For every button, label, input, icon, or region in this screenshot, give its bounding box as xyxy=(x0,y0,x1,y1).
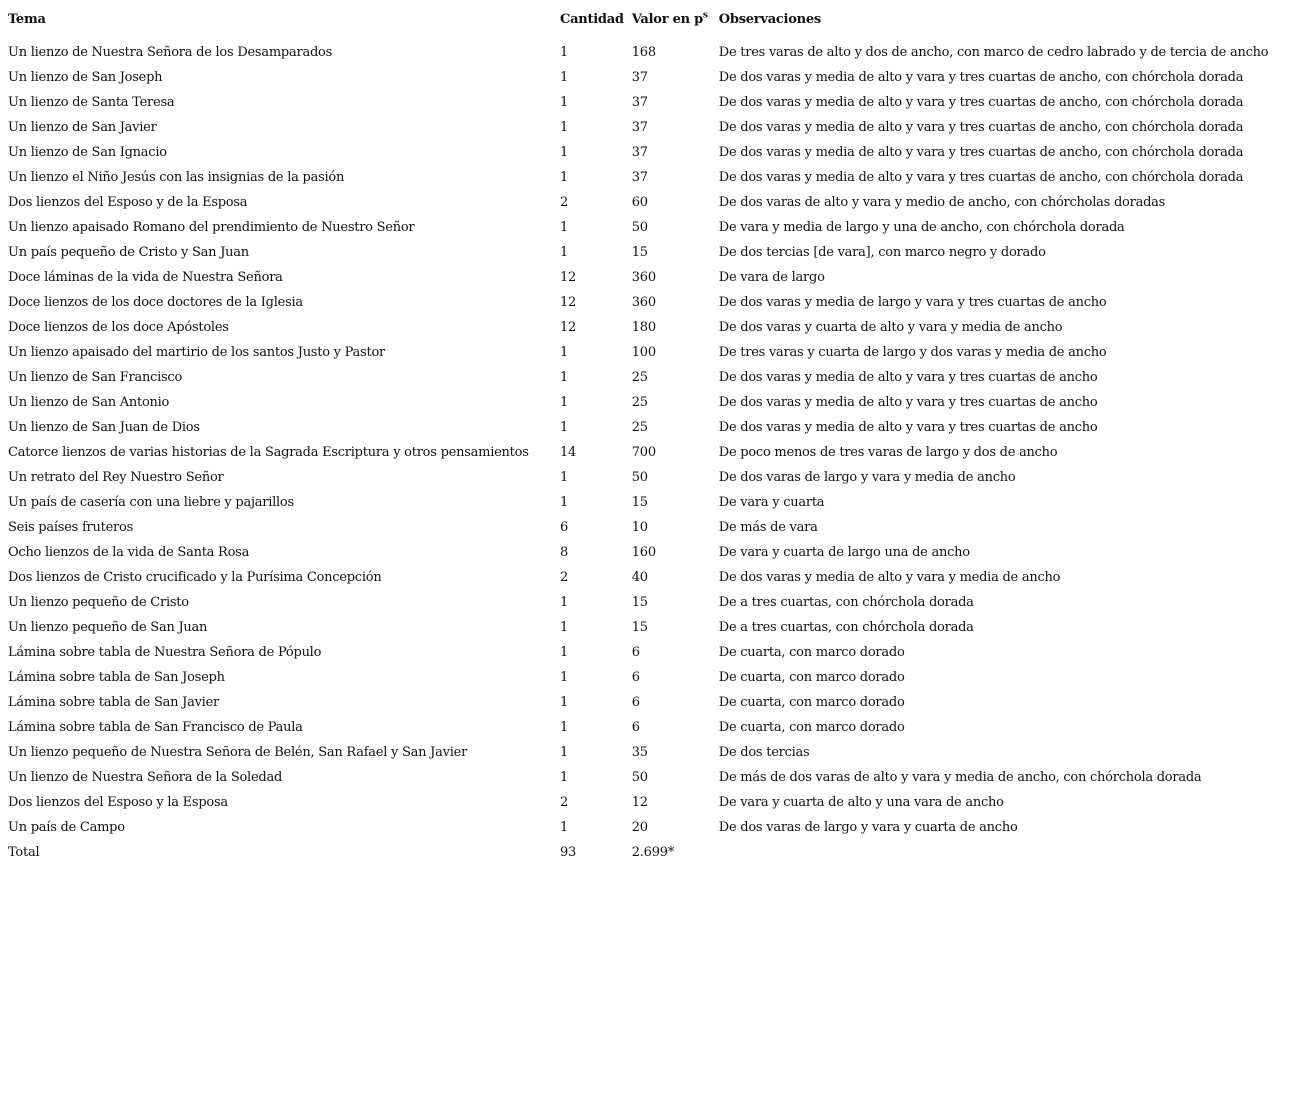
table-row xyxy=(4,715,1295,740)
cell-cantidad: 1 xyxy=(560,595,569,610)
cell-observaciones: De dos varas y media de alto y vara y tres cuartas de ancho xyxy=(718,395,1098,410)
cell-cantidad: 12 xyxy=(560,270,577,285)
table-row xyxy=(4,515,1295,540)
cell-tema: Un lienzo de San Francisco xyxy=(8,370,183,385)
cell-observaciones: De dos varas y media de alto y vara y tres cuartas de ancho, con chórchola dorada xyxy=(718,70,1244,85)
cell-observaciones: De más de vara xyxy=(718,520,818,535)
cell-cantidad: 14 xyxy=(560,445,577,460)
cell-observaciones: De cuarta, con marco dorado xyxy=(718,695,905,710)
cell-valor: 50 xyxy=(631,470,648,485)
cell-observaciones: De vara y cuarta xyxy=(718,495,825,510)
cell-observaciones: De cuarta, con marco dorado xyxy=(718,645,905,660)
cell-valor: 37 xyxy=(631,70,648,85)
cell-cantidad: 2 xyxy=(560,195,569,210)
cell-valor: 700 xyxy=(631,445,656,460)
cell-valor: 6 xyxy=(631,720,640,735)
cell-cantidad: 1 xyxy=(560,620,569,635)
cell-cantidad: 12 xyxy=(560,295,577,310)
cell-valor: 360 xyxy=(631,270,656,285)
cell-observaciones: De cuarta, con marco dorado xyxy=(718,720,905,735)
cell-tema: Lámina sobre tabla de San Javier xyxy=(8,695,220,710)
cell-observaciones: De poco menos de tres varas de largo y dos de ancho xyxy=(718,445,1058,460)
table-row xyxy=(4,815,1295,840)
cell-observaciones: De más de dos varas de alto y vara y media de ancho, con chórchola dorada xyxy=(718,770,1202,785)
cell-tema: Dos lienzos del Esposo y de la Esposa xyxy=(8,195,248,210)
table-row xyxy=(4,540,1295,565)
cell-observaciones: De dos varas de largo y vara y cuarta de ancho xyxy=(718,820,1018,835)
cell-observaciones: De dos varas y media de largo y vara y tres cuartas de ancho xyxy=(718,295,1107,310)
cell-observaciones: De dos varas de alto y vara y medio de ancho, con chórcholas doradas xyxy=(718,195,1166,210)
cell-cantidad: 1 xyxy=(560,145,569,160)
header-valor-superscript: s xyxy=(702,10,708,21)
table-row xyxy=(4,65,1295,90)
table-row xyxy=(4,190,1295,215)
cell-cantidad: 1 xyxy=(560,245,569,260)
cell-tema: Un lienzo pequeño de San Juan xyxy=(8,620,208,635)
header-valor-label: Valor en p xyxy=(631,12,703,27)
header-valor xyxy=(628,6,715,40)
cell-cantidad: 1 xyxy=(560,495,569,510)
cell-valor: 37 xyxy=(631,95,648,110)
cell-observaciones: De dos tercias xyxy=(718,745,810,760)
cell-cantidad: 1 xyxy=(560,770,569,785)
cell-tema: Un lienzo de San Joseph xyxy=(8,70,163,85)
cell-valor: 50 xyxy=(631,220,648,235)
table-row xyxy=(4,215,1295,240)
cell-tema: Un país de Campo xyxy=(8,820,125,835)
cell-observaciones: De dos varas y media de alto y vara y tres cuartas de ancho, con chórchola dorada xyxy=(718,145,1244,160)
cell-cantidad: 1 xyxy=(560,70,569,85)
cell-tema: Un lienzo de San Javier xyxy=(8,120,157,135)
cell-observaciones: De dos varas y media de alto y vara y tres cuartas de ancho, con chórchola dorada xyxy=(718,170,1244,185)
cell-tema: Catorce lienzos de varias historias de la Sagrada Escriptura y otros pensamientos xyxy=(8,445,529,460)
table-row xyxy=(4,165,1295,190)
table-row xyxy=(4,315,1295,340)
cell-cantidad: 2 xyxy=(560,795,569,810)
cell-tema: Un lienzo de San Antonio xyxy=(8,395,170,410)
table-row xyxy=(4,90,1295,115)
cell-cantidad: 1 xyxy=(560,695,569,710)
table-row xyxy=(4,240,1295,265)
table-row xyxy=(4,790,1295,815)
cell-valor: 6 xyxy=(631,645,640,660)
total-row xyxy=(4,840,1295,865)
cell-cantidad: 1 xyxy=(560,645,569,660)
cell-cantidad: 12 xyxy=(560,320,577,335)
cell-tema: Un lienzo apaisado Romano del prendimiento de Nuestro Señor xyxy=(8,220,415,235)
cell-valor: 35 xyxy=(631,745,648,760)
cell-observaciones: De dos tercias [de vara], con marco negro y dorado xyxy=(718,245,1046,260)
cell-cantidad: 1 xyxy=(560,120,569,135)
table-row xyxy=(4,115,1295,140)
cell-observaciones: De cuarta, con marco dorado xyxy=(718,670,905,685)
cell-valor: 12 xyxy=(631,795,648,810)
table-row xyxy=(4,590,1295,615)
header-row xyxy=(4,6,1295,40)
cell-cantidad: 1 xyxy=(560,745,569,760)
cell-valor: 10 xyxy=(631,520,648,535)
cell-tema: Dos lienzos del Esposo y la Esposa xyxy=(8,795,228,810)
cell-valor: 360 xyxy=(631,295,656,310)
cell-cantidad: 8 xyxy=(560,545,569,560)
cell-cantidad: 1 xyxy=(560,720,569,735)
table-row xyxy=(4,765,1295,790)
cell-tema: Ocho lienzos de la vida de Santa Rosa xyxy=(8,545,250,560)
cell-observaciones: De dos varas y cuarta de alto y vara y media de ancho xyxy=(718,320,1063,335)
cell-valor: 37 xyxy=(631,120,648,135)
header-cantidad: Cantidad xyxy=(560,12,624,27)
cell-valor: 6 xyxy=(631,695,640,710)
cell-cantidad: 1 xyxy=(560,820,569,835)
cell-observaciones: De dos varas y media de alto y vara y tres cuartas de ancho, con chórchola dorada xyxy=(718,95,1244,110)
table-row xyxy=(4,640,1295,665)
cell-valor: 15 xyxy=(631,595,648,610)
cell-cantidad: 1 xyxy=(560,345,569,360)
cell-tema: Un lienzo de San Juan de Dios xyxy=(8,420,200,435)
cell-tema: Lámina sobre tabla de San Joseph xyxy=(8,670,225,685)
table-row xyxy=(4,665,1295,690)
cell-cantidad: 1 xyxy=(560,95,569,110)
cell-valor: 25 xyxy=(631,370,648,385)
cell-valor: 40 xyxy=(631,570,648,585)
header-observaciones: Observaciones xyxy=(718,12,821,27)
cell-observaciones: De dos varas y media de alto y vara y tres cuartas de ancho, con chórchola dorada xyxy=(718,120,1244,135)
cell-observaciones: De tres varas de alto y dos de ancho, con marco de cedro labrado y de tercia de ancho xyxy=(718,45,1269,60)
table-row xyxy=(4,690,1295,715)
table-row xyxy=(4,390,1295,415)
cell-observaciones: De vara y media de largo y una de ancho, con chórchola dorada xyxy=(718,220,1125,235)
cell-observaciones: De dos varas y media de alto y vara y media de ancho xyxy=(718,570,1061,585)
cell-observaciones: De tres varas y cuarta de largo y dos varas y media de ancho xyxy=(718,345,1107,360)
cell-cantidad: 1 xyxy=(560,395,569,410)
cell-cantidad: 1 xyxy=(560,220,569,235)
total-cantidad: 93 xyxy=(560,845,577,860)
cell-cantidad: 1 xyxy=(560,420,569,435)
table-header xyxy=(4,6,1295,40)
table-row xyxy=(4,740,1295,765)
cell-valor: 15 xyxy=(631,620,648,635)
cell-cantidad: 1 xyxy=(560,470,569,485)
table-row xyxy=(4,340,1295,365)
cell-observaciones: De vara y cuarta de alto y una vara de ancho xyxy=(718,795,1004,810)
table-body xyxy=(4,40,1295,865)
cell-tema: Doce láminas de la vida de Nuestra Señora xyxy=(8,270,283,285)
cell-tema: Lámina sobre tabla de San Francisco de Paula xyxy=(8,720,303,735)
cell-observaciones: De a tres cuartas, con chórchola dorada xyxy=(718,620,974,635)
cell-tema: Dos lienzos de Cristo crucificado y la Purísima Concepción xyxy=(8,570,382,585)
cell-valor: 37 xyxy=(631,145,648,160)
cell-valor: 15 xyxy=(631,495,648,510)
cell-tema: Un lienzo de Santa Teresa xyxy=(8,95,175,110)
cell-valor: 60 xyxy=(631,195,648,210)
cell-cantidad: 1 xyxy=(560,370,569,385)
cell-cantidad: 1 xyxy=(560,170,569,185)
cell-observaciones: De vara de largo xyxy=(718,270,825,285)
table-row xyxy=(4,490,1295,515)
cell-tema: Doce lienzos de los doce Apóstoles xyxy=(8,320,229,335)
cell-tema: Lámina sobre tabla de Nuestra Señora de Pópulo xyxy=(8,645,322,660)
cell-valor: 180 xyxy=(631,320,656,335)
cell-cantidad: 1 xyxy=(560,670,569,685)
cell-valor: 160 xyxy=(631,545,656,560)
cell-observaciones: De vara y cuarta de largo una de ancho xyxy=(718,545,970,560)
cell-valor: 25 xyxy=(631,395,648,410)
cell-observaciones: De a tres cuartas, con chórchola dorada xyxy=(718,595,974,610)
table-row xyxy=(4,415,1295,440)
cell-cantidad: 6 xyxy=(560,520,569,535)
cell-tema: Un lienzo de Nuestra Señora de los Desamparados xyxy=(8,45,333,60)
table-row xyxy=(4,615,1295,640)
cell-valor: 15 xyxy=(631,245,648,260)
cell-cantidad: 2 xyxy=(560,570,569,585)
cell-valor: 50 xyxy=(631,770,648,785)
cell-valor: 25 xyxy=(631,420,648,435)
total-observaciones xyxy=(715,840,1295,865)
cell-tema: Un lienzo de Nuestra Señora de la Soledad xyxy=(8,770,283,785)
cell-tema: Un país pequeño de Cristo y San Juan xyxy=(8,245,249,260)
cell-observaciones: De dos varas y media de alto y vara y tres cuartas de ancho xyxy=(718,370,1098,385)
total-label: Total xyxy=(8,845,40,860)
cell-tema: Doce lienzos de los doce doctores de la Iglesia xyxy=(8,295,303,310)
cell-tema: Un lienzo pequeño de Cristo xyxy=(8,595,189,610)
inventory-table xyxy=(4,6,1295,865)
cell-valor: 168 xyxy=(631,45,656,60)
total-valor: 2.699* xyxy=(631,845,674,860)
table-row xyxy=(4,440,1295,465)
table-row xyxy=(4,140,1295,165)
cell-valor: 37 xyxy=(631,170,648,185)
table-row xyxy=(4,365,1295,390)
cell-valor: 100 xyxy=(631,345,656,360)
table-row xyxy=(4,465,1295,490)
cell-valor: 6 xyxy=(631,670,640,685)
table-row xyxy=(4,290,1295,315)
table-row xyxy=(4,565,1295,590)
cell-tema: Un lienzo el Niño Jesús con las insignias de la pasión xyxy=(8,170,345,185)
cell-tema: Un país de casería con una liebre y pajarillos xyxy=(8,495,294,510)
cell-tema: Un lienzo pequeño de Nuestra Señora de Belén, San Rafael y San Javier xyxy=(8,745,468,760)
table-row xyxy=(4,265,1295,290)
cell-tema: Seis países fruteros xyxy=(8,520,133,535)
cell-valor: 20 xyxy=(631,820,648,835)
table-row xyxy=(4,40,1295,65)
cell-cantidad: 1 xyxy=(560,45,569,60)
cell-observaciones: De dos varas de largo y vara y media de ancho xyxy=(718,470,1016,485)
cell-tema: Un lienzo apaisado del martirio de los santos Justo y Pastor xyxy=(8,345,385,360)
cell-observaciones: De dos varas y media de alto y vara y tres cuartas de ancho xyxy=(718,420,1098,435)
cell-tema: Un lienzo de San Ignacio xyxy=(8,145,167,160)
header-tema: Tema xyxy=(8,12,46,27)
cell-tema: Un retrato del Rey Nuestro Señor xyxy=(8,470,224,485)
